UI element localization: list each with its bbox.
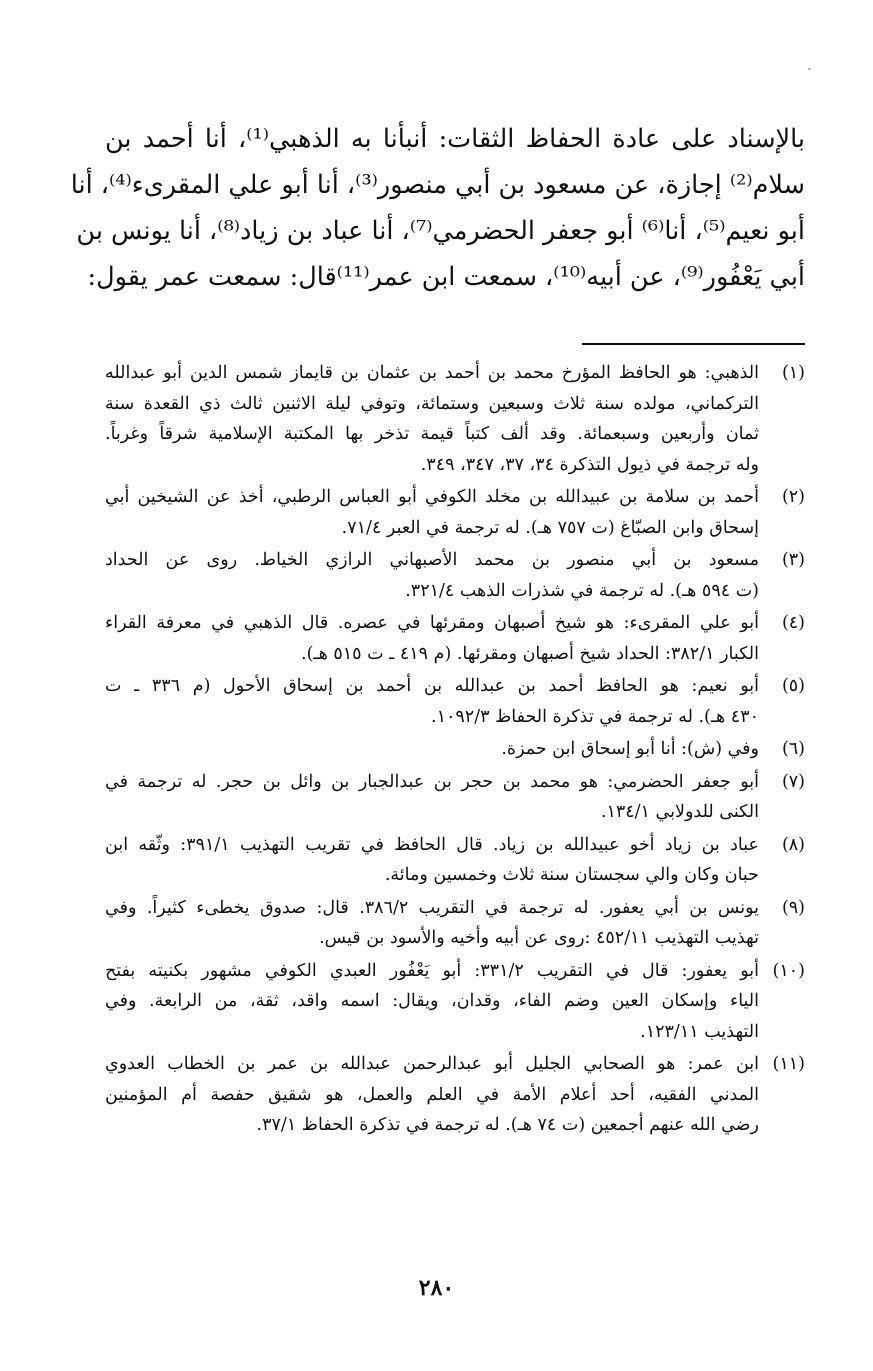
footnote-line: مسعود بن أبي منصور بن محمد الأصبهاني الرازي الخياط. روى عن الحداد — [105, 550, 759, 570]
footnote-line: حبان وكان والي سجستان سنة ثلاث وخمسين ومائة. — [384, 865, 759, 885]
page-number: ٢٨٠ — [418, 1275, 455, 1301]
footnote-line: الياء وإسكان العين وضم الفاء، وقدان، ويقال: اسمه واقد، ثقة، من الرابعة. وفي — [105, 991, 759, 1011]
footnote-line: عباد بن زياد أخو عبيدالله بن زياد. قال الحافظ في تقريب التهذيب ٣٩١/١: وثّقه ابن — [105, 834, 759, 855]
footnote-line: أحمد بن سلامة بن عبيدالله بن مخلد الكوفي أبو العباس الرطبي، أخذ عن الشيخين أبي — [105, 487, 759, 507]
footnotes-section — [105, 358, 805, 1143]
footnote-line: أبو نعيم: هو الحافظ أحمد بن عبدالله بن أحمد بن إسحاق الأحول (م ٣٣٦ ـ ت — [105, 676, 759, 696]
footnote-line: يونس بن أبي يعفور. له ترجمة في التقريب ٣٨٦/٢. قال: صدوق يخطىء كثيراً. وفي — [105, 897, 759, 918]
footnote-line: المدني الفقيه، أحد أعلام الأمة في العلم والعمل، هو شقيق حفصة أم المؤمنين — [105, 1084, 759, 1105]
footnote-4 — [105, 608, 805, 669]
footnote-number: (١١) — [772, 1054, 805, 1074]
footnote-line: الذهبي: هو الحافظ المؤرخ محمد بن أحمد بن عثمان بن قايماز شمس الدين أبو عبدالله — [105, 363, 759, 383]
footnote-line: ابن عمر: هو الصحابي الجليل أبو عبدالرحمن عبدالله بن عمر بن الخطاب العدوي — [105, 1054, 759, 1074]
footnote-line: أبو علي المقرىء: هو شيخ أصبهان ومقرئها في عصره. قال الذهبي في معرفة القراء — [105, 613, 759, 633]
footnote-number: (٦) — [781, 739, 805, 759]
footnote-number: (٨) — [781, 834, 805, 855]
footnote-line: أبو يعفور: قال في التقريب ٣٣١/٢: أبو يَعْفُور العبدي الكوفي مشهور بكنيته بفتح — [105, 960, 759, 981]
main-body-text — [70, 116, 805, 300]
footnote-line: الكبار ٣٨٢/١: الحداد شيخ أصبهان ومقرئها. (م ٤١٩ ـ ت ٥١٥ هـ). — [301, 643, 759, 664]
footnote-number: (١٠) — [772, 960, 805, 981]
footnote-6 — [105, 734, 805, 765]
footnote-line: وله ترجمة في ذيول التذكرة ٣٤، ٣٧، ٣٤٧، ٣٤٩. — [420, 454, 759, 475]
main-text-line: بالإسناد على عادة الحفاظ الثقات: أنبأنا به الذهبي⁽¹⁾، أنا أحمد بن — [105, 124, 805, 154]
footnote-line: تهذيب التهذيب ٤٥٢/١١ :روى عن أبيه وأخيه والأسود بن قيس. — [319, 928, 759, 948]
footnote-number: (٥) — [781, 676, 805, 696]
footnote-line: أبو جعفر الحضرمي: هو محمد بن حجر بن عبدالجبار بن وائل بن حجر. له ترجمة في — [105, 771, 759, 792]
footnote-line: التركماني، مولده سنة ثلاث وسبعين وستمائة، وتوفي ليلة الاثنين ثالث ذي القعدة سنة — [105, 393, 759, 414]
footnote-line: رضي الله عنهم أجمعين (ت ٧٤ هـ). له ترجمة في تذكرة الحفاظ ٣٧/١. — [256, 1115, 759, 1135]
main-text-line: أبي يَعْفُور⁽⁹⁾، عن أبيه⁽¹⁰⁾، سمعت ابن عمر⁽¹¹⁾قال: سمعت عمر يقول: — [87, 262, 805, 292]
footnote-line: الكنى للدولابي ١٣٤/١. — [600, 802, 759, 822]
footnote-5 — [105, 671, 805, 732]
footnote-number: (١) — [781, 363, 805, 383]
scan-mark — [808, 68, 811, 70]
footnote-3 — [105, 545, 805, 606]
footnote-2 — [105, 482, 805, 543]
footnote-line: وفي (ش): أنا أبو إسحاق ابن حمزة. — [501, 739, 759, 759]
main-text-line: أبو نعيم⁽⁵⁾، أنا⁽⁶⁾ أبو جعفر الحضرمي⁽⁷⁾، أنا عباد بن زياد⁽⁸⁾، أنا يونس بن — [76, 216, 805, 246]
footnote-separator — [582, 343, 805, 345]
footnote-number: (٩) — [781, 897, 805, 918]
footnote-line: التهذيب ١٢٣/١١. — [640, 1021, 759, 1042]
footnote-number: (٣) — [781, 550, 805, 570]
footnote-11 — [105, 1049, 805, 1141]
footnote-line: إسحاق وابن الصبّاغ (ت ٧٥٧ هـ). له ترجمة في العبر ٧١/٤. — [341, 517, 759, 538]
footnote-7 — [105, 767, 805, 828]
footnote-number: (٧) — [781, 771, 805, 792]
footnote-1 — [105, 358, 805, 480]
footnote-line: (ت ٥٩٤ هـ). له ترجمة في شذرات الذهب ٣٢١/٤. — [405, 580, 759, 601]
footnote-number: (٢) — [781, 487, 805, 507]
footnote-10 — [105, 956, 805, 1048]
main-text-line: سلام⁽²⁾ إجازة، عن مسعود بن أبي منصور⁽³⁾، أنا أبو علي المقرىء⁽⁴⁾، أنا — [70, 170, 805, 200]
footnote-line: ثمان وأربعين وسبعمائة. وقد ألف كتباً قيمة تذخر بها المكتبة الإسلامية شرقاً وغرباً. — [105, 424, 759, 444]
footnote-number: (٤) — [781, 613, 805, 633]
footnote-9 — [105, 893, 805, 954]
footnote-line: ٤٣٠ هـ). له ترجمة في تذكرة الحفاظ ١٠٩٢/٣. — [431, 706, 759, 727]
footnote-8 — [105, 830, 805, 891]
